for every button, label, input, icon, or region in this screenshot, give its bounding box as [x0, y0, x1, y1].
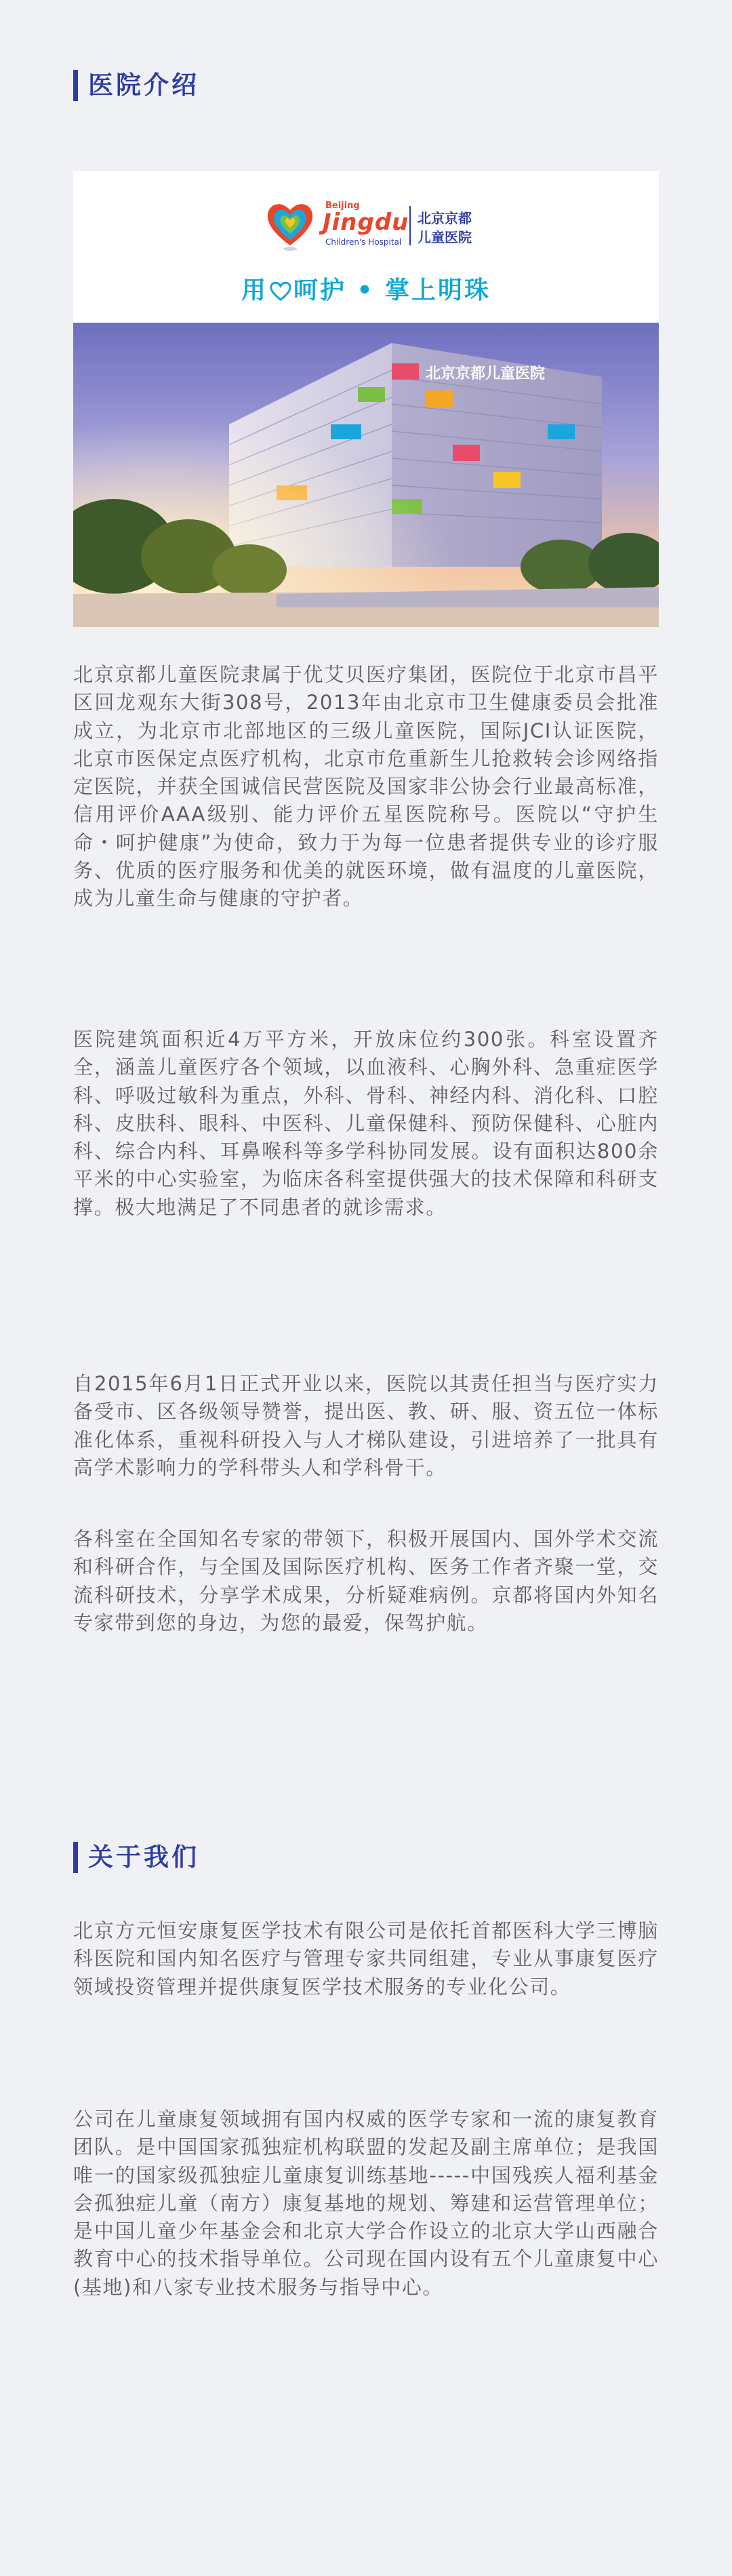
slogan-left: 用 [241, 277, 268, 304]
heart-logo-icon [263, 197, 317, 251]
about-paragraph-2: 公司在儿童康复领域拥有国内权威的医学专家和一流的康复教育团队。是中国国家孤独症机构联盟的发起及副主席单位；是我国唯一的国家级孤独症儿童康复训练基地-----中国残疾人福利基金会孤独症儿童（南方）康复基地的规划、筹建和运营管理单位；是中国儿童少年基金会和北京大学合作设立的北京大学山西融合教育中心的技术指导单位。公司现在国内设有五个儿童康复中心(基地)和八家专业技术服务与指导中心。 [73, 2108, 659, 2299]
logo-cn-line1: 北京京都 [418, 210, 472, 226]
logo-divider [409, 206, 411, 245]
heart-outline-icon [269, 281, 292, 301]
logo-en-top: Beijing [325, 201, 360, 211]
about-title: 关于我们 [88, 1843, 199, 1872]
title-accent-bar [73, 1842, 78, 1873]
intro-paragraph-4: 各科室在全国知名专家的带领下，积极开展国内、国外学术交流和科研合作，与全国及国际医疗机构、医务工作者齐聚一堂，交流科研技术，分享学术成果，分析疑难病例。京都将国内外知名专家带到您的身边，为您的最爱，保驾护航。 [73, 1527, 659, 1634]
hospital-hero-image [73, 171, 659, 627]
intro-paragraph-3: 自2015年6月1日正式开业以来，医院以其责任担当与医疗实力备受市、区各级领导赞誉，提出医、教、研、服、资五位一体标准化体系，重视科研投入与人才梯队建设，引进培养了一批具有高学术影响力的学科带头人和学科骨干。 [73, 1372, 659, 1479]
slogan-right: 呵护 • 掌上明珠 [293, 277, 491, 304]
about-paragraph-1: 北京方元恒安康复医学技术有限公司是依托首都医科大学三博脑科医院和国内知名医疗与管理专家共同组建，专业从事康复医疗领域投资管理并提供康复医学技术服务的专业化公司。 [73, 1919, 659, 1998]
hospital-slogan [73, 271, 659, 306]
hospital-building-photo [73, 323, 659, 627]
logo-en-sub: Children's Hospital [325, 237, 402, 247]
intro-section-title [73, 70, 199, 101]
intro-paragraph-1: 北京京都儿童医院隶属于优艾贝医疗集团，医院位于北京市昌平区回龙观东大街308号，2013年由北京市卫生健康委员会批准成立，为北京市北部地区的三级儿童医院，国际JCI认证医院，北京市医保定点医疗机构，北京市危重新生儿抢救转会诊网络指定医院，并获全国诚信民营医院及国家非公协会行业最高标准，信用评价AAA级别、能力评价五星医院称号。医院以“守护生命・呵护健康”为使命，致力于为每一位患者提供专业的诊疗服务、优质的医疗服务和优美的就医环境，做有温度的儿童医院，成为儿童生命与健康的守护者。 [73, 663, 659, 910]
logo-cn-line2: 儿童医院 [418, 229, 472, 245]
logo-en-main: Jingdu [323, 209, 409, 236]
hospital-logo-band [73, 171, 659, 323]
about-section-title [73, 1842, 199, 1873]
intro-paragraph-2: 医院建筑面积近4万平方米，开放床位约300张。科室设置齐全，涵盖儿童医疗各个领域，以血液科、心胸外科、急重症医学科、呼吸过敏科为重点，外科、骨科、神经内科、消化科、口腔科、皮肤科、眼科、中医科、儿童保健科、预防保健科、心脏内科、综合内科、耳鼻喉科等多学科协同发展。设有面积达800余平米的中心实验室，为临床各科室提供强大的技术保障和科研支撑。极大地满足了不同患者的就诊需求。 [73, 1028, 659, 1219]
intro-title: 医院介绍 [88, 71, 199, 100]
title-accent-bar [73, 70, 78, 101]
